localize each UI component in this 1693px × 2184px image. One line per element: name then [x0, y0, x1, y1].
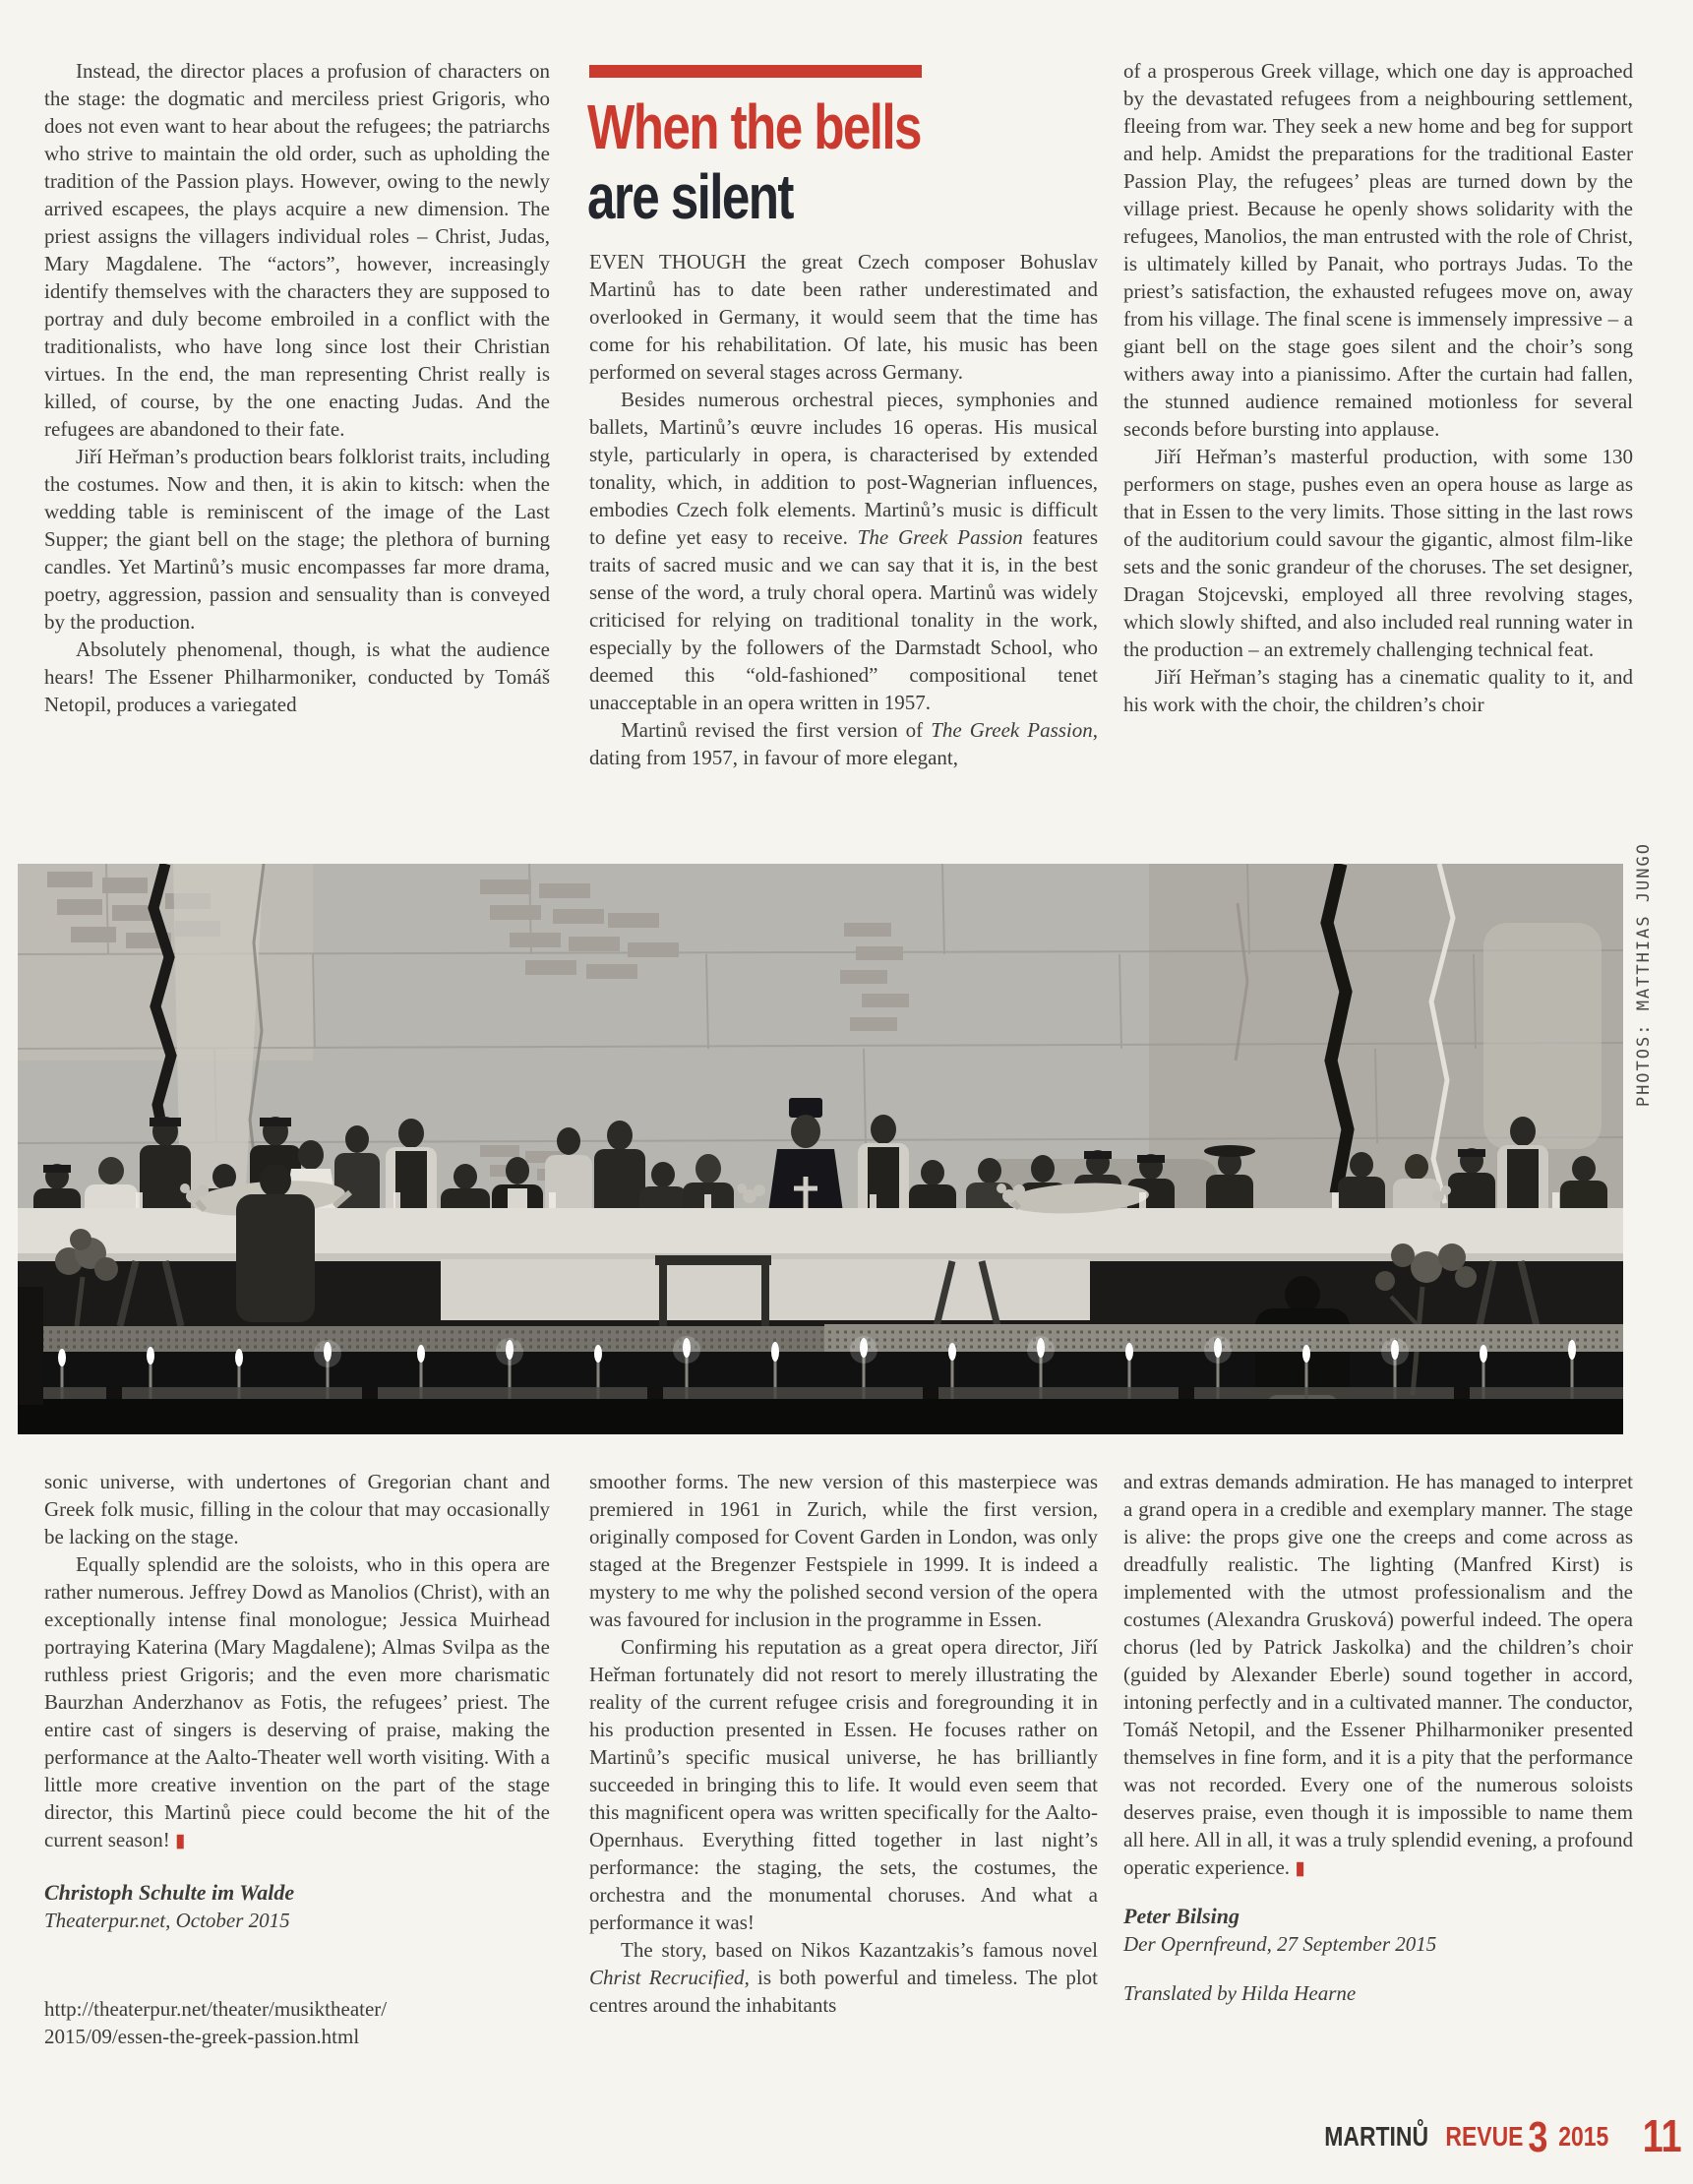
paragraph: Besides numerous orchestral pieces, symphonies and ballets, Martinů’s œuvre includes 16 operas. His musical style, particularly in opera, is characterised by extended tonality, which, in addition to post-Wagnerian influences, embodies Czech folk elements. Martinů’s music is difficult to define yet easy to receive. The Greek Passion features traits of sacred music and we can say that it is, in the best sense of the word, a truly choral opera. Martinů was widely criticised for relying on traditional tonality in the work, especially by the followers of the Darmstadt School, who deemed this “old-fashioned” compositional tenet unacceptable in an opera written in 1957. [589, 388, 1098, 714]
bottom-right-column [1123, 1468, 1633, 2007]
paragraph: Absolutely phenomenal, though, is what the audience hears! The Essener Philharmoniker, conducted by Tomáš Netopil, produces a variegated [44, 637, 550, 716]
paragraph [1123, 1468, 1633, 1881]
page-footer [1308, 2110, 1682, 2161]
bottom-left-column [44, 1468, 550, 2050]
translator-credit: Translated by Hilda Hearne [1123, 1981, 1357, 2005]
top-left-column [44, 57, 550, 718]
paragraph-text: and extras demands admiration. He has managed to interpret a grand opera in a credible and exemplary manner. The stage is alive: the props give one the creeps and come across as dreadfully realistic. The lighting (Manfred Kirst) is implemented with the utmost professionalism and the costumes (Alexandra Grusková) powerful indeed. The opera chorus (led by Patrick Jaskolka) and the children’s choir (guided by Alexander Eberle) sound together in accord, intoning perfectly and in a cultivated manner. The conductor, Tomáš Netopil, and the Essener Philharmoniker presented themselves in fine form, and it is a pity that the performance was not recorded. Every one of the numerous soloists deserves praise, even though it is impossible to name them all here. All in all, it was a truly splendid evening, a profound operatic experience. [1123, 1470, 1633, 1879]
article-url [44, 1995, 550, 2050]
paragraph: Jiří Heřman’s staging has a cinematic quality to it, and his work with the choir, the children’s choir [1123, 665, 1633, 716]
paragraph: EVEN THOUGH the great Czech composer Bohuslav Martinů has to date been rather underestimated and overlooked in Germany, it would seem that the time has come for his rehabilitation. Of late, his music has been performed on several stages across Germany. [589, 250, 1098, 384]
paragraph: Jiří Heřman’s masterful production, with some 130 performers on stage, pushes even an opera house as large as that in Essen to the very limits. Those sitting in the last rows of the auditorium could savour the gigantic, almost film-like sets and the sonic grandeur of the choruses. The set designer, Dragan Stojcevski, employed all three revolving stages, which slowly shifted, and also included real running water in the production – an extremely challenging technical feat. [1123, 445, 1633, 661]
end-marker: ▮ [174, 1831, 186, 1851]
issue-number: 3 [1527, 2113, 1548, 2161]
url-line: 2015/09/essen-the-greek-passion.html [44, 2025, 360, 2048]
stage-photo [18, 864, 1623, 1434]
paragraph [44, 1550, 550, 1853]
paragraph-text: Equally splendid are the soloists, who in this opera are rather numerous. Jeffrey Dowd as Manolios (Christ), with an exceptionally intense final monologue; Jessica Muirhead portraying Katerina (Mary Magdalene); Almas Svilpa as the ruthless priest Grigoris; and the even more charismatic Baurzhan Anderzhanov as Fotis, the refugees’ priest. The entire cast of singers is deserving of praise, making the performance at the Aalto-Theater well worth visiting. With a little more creative invention on the part of the stage director, this Martinů piece could become the hit of the current season! [44, 1552, 550, 1851]
paragraph: smoother forms. The new version of this masterpiece was premiered in 1961 in Zurich, while the first version, originally composed for Covent Garden in London, was only staged at the Bregenzer Festspiele in 1999. It is indeed a mystery to me why the polished second version of the opera was favoured for inclusion in the programme in Essen. [589, 1470, 1098, 1631]
page-number: 11 [1643, 2110, 1682, 2161]
url-line: http://theaterpur.net/theater/musiktheater/ [44, 1997, 388, 2021]
source-citation: Der Opernfreund, 27 September 2015 [1123, 1932, 1437, 1956]
paragraph: Jiří Heřman’s production bears folklorist traits, including the costumes. Now and then, it is akin to kitsch: when the wedding table is reminiscent of the image of the Last Supper; the giant bell on the stage; the plethora of burning candles. Yet Martinů’s music encompasses far more drama, poetry, aggression, passion and sensuality than is conveyed by the production. [44, 445, 550, 634]
author-signature: Christoph Schulte im Walde [44, 1880, 295, 1905]
headline-rule [589, 65, 922, 78]
top-middle-column [589, 248, 1098, 771]
paragraph: The story, based on Nikos Kazantzakis’s famous novel Christ Recrucified, is both powerful and timeless. The plot centres around the inhabitants [589, 1938, 1099, 2017]
paragraph: Confirming his reputation as a great opera director, Jiří Heřman fortunately did not resort to merely illustrating the reality of the current refugee crisis and foregrounding it in his production presented in Essen. He focuses rather on Martinů’s specific musical universe, he has brilliantly succeeded in bringing this to life. It would even seem that this magnificent opera was written specifically for the Aalto-Opernhaus. Everything fitted together in last night’s performance: the staging, the sets, the costumes, the orchestra and the monumental choruses. And what a performance it was! [589, 1635, 1098, 1934]
magazine-brand-revue: REVUE [1445, 2121, 1524, 2152]
paragraph: sonic universe, with undertones of Gregorian chant and Greek folk music, filling in the colour that may occasionally be lacking on the stage. [44, 1470, 550, 1548]
photo-credit: PHOTOS: MATTHIAS JUNGO [1634, 842, 1654, 1108]
headline-line2: are silent [587, 161, 793, 232]
paragraph: Instead, the director places a profusion of characters on the stage: the dogmatic and merciless priest Grigoris, who does not even want to hear about the refugees; the patriarchs who strive to maintain the old order, such as upholding the tradition of the Passion plays. However, owing to the newly arrived escapees, the plays acquire a new dimension. The priest assigns the villagers individual roles – Christ, Judas, Mary Magdalene. The “actors”, however, increasingly identify themselves with the characters they are supposed to portray and duly become embroiled in a conflict with the traditionalists, who have long since lost their Christian virtues. In the end, the man representing Christ really is killed, of course, by the one enacting Judas. And the refugees are abandoned to their fate. [44, 59, 550, 441]
end-marker: ▮ [1295, 1858, 1305, 1879]
source-citation: Theaterpur.net, October 2015 [44, 1909, 290, 1932]
magazine-brand: MARTINŮ [1324, 2121, 1429, 2152]
author-signature: Peter Bilsing [1123, 1904, 1240, 1928]
bottom-middle-column [589, 1468, 1098, 2019]
headline-line1: When the bells [587, 91, 921, 162]
paragraph: of a prosperous Greek village, which one day is approached by the devastated refugees from a neighbouring settlement, fleeing from war. They seek a new home and beg for support and help. Amidst the preparations for the traditional Easter Passion Play, the refugees’ pleas are turned down by the village priest. Because he openly shows solidarity with the refugees, Manolios, the man entrusted with the role of Christ, is ultimately killed by Panait, who portrays Judas. To the priest’s satisfaction, the exhausted refugees move on, away from his village. The final scene is immensely impressive – a giant bell on the stage goes silent and the choir’s song withers away into a pianissimo. After the curtain had fallen, the stunned audience remained motionless for several seconds before bursting into applause. [1123, 59, 1633, 441]
paragraph: Martinů revised the first version of The Greek Passion, dating from 1957, in favour of more elegant, [589, 718, 1098, 769]
stage-photo-illustration [18, 864, 1623, 1434]
top-right-column [1123, 57, 1633, 718]
issue-year: 2015 [1558, 2121, 1609, 2152]
